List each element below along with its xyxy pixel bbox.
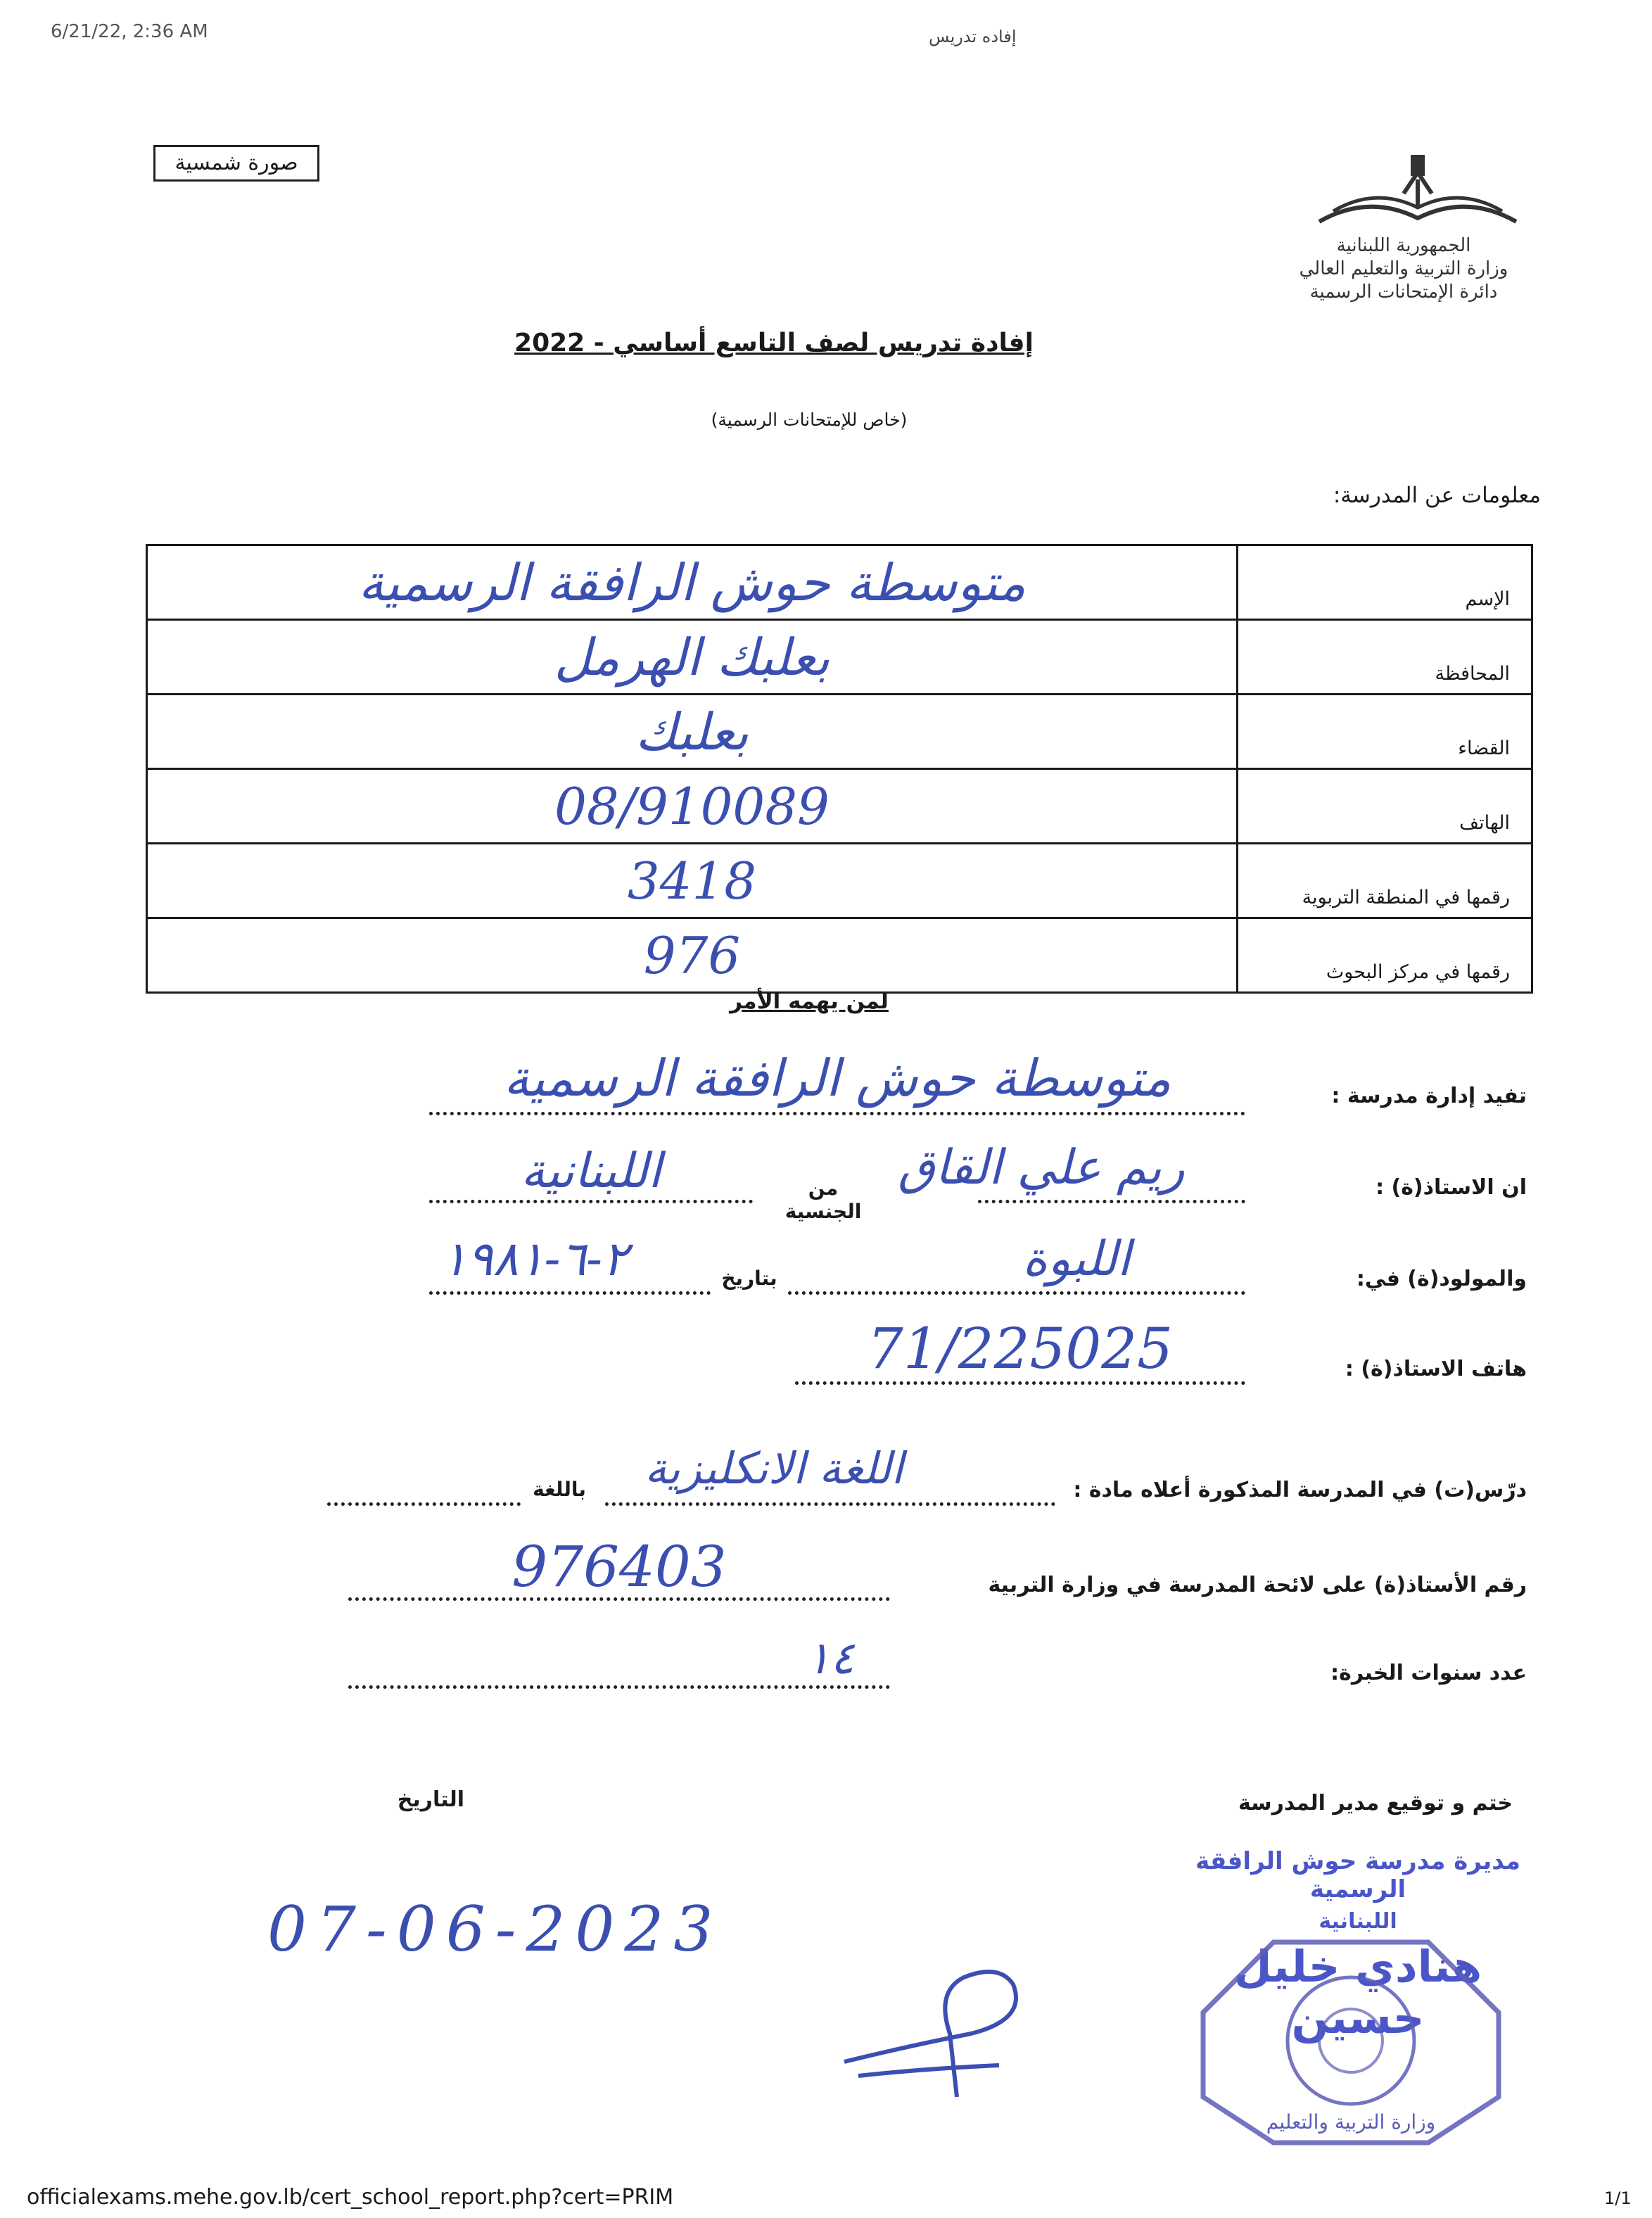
signature-icon [816,1949,1041,2104]
language-label: باللغة [533,1478,586,1501]
nationality-value: اللبنانية [521,1143,661,1199]
school-phone-value: 08/910089 [147,769,1238,844]
subject-line [605,1502,1055,1506]
teacher-value: ريم علي القاق [898,1140,1185,1196]
print-timestamp: 6/21/22, 2:36 AM [51,21,208,42]
date-label: التاريخ [397,1787,464,1812]
born-value: اللبوة [1022,1231,1131,1287]
table-row [147,844,1532,918]
school-admin-value: متوسطة حوش الرافقة الرسمية [503,1048,1171,1108]
governorate-value: بعلبك الهرمل [147,620,1238,695]
school-info-table [146,544,1533,994]
district-value: بعلبك [147,695,1238,769]
school-name-label: الإسم [1238,545,1532,620]
principal-name: هنادي خليل حسين [1233,1941,1482,2043]
experience-value: ١٤ [806,1633,855,1685]
ministry-block [1288,234,1520,304]
research-number-value: 976 [147,918,1238,993]
experience-label: عدد سنوات الخبرة: [1330,1661,1527,1685]
birth-date-label: بتاريخ [721,1267,777,1290]
born-label: والمولود(ة) في: [1356,1267,1527,1291]
photo-box [153,145,319,182]
page-number: 1/1 [1604,2188,1632,2208]
print-page-title: إفاده تدريس [929,27,1017,46]
date-value: 07-06-2023 [267,1893,723,1965]
school-admin-label: تفيد إدارة مدرسة : [1331,1084,1527,1108]
table-row [147,695,1532,769]
school-admin-line [429,1112,1245,1115]
ministry-line-2: وزارة التربية والتعليم العالي [1299,258,1508,279]
teacher-phone-label: هاتف الاستاذ(ة) : [1345,1357,1527,1381]
principal-stamp-label: ختم و توقيع مدير المدرسة [1238,1791,1513,1815]
table-row [147,620,1532,695]
region-number-value: 3418 [147,844,1238,918]
teacher-label: ان الاستاذ(ة) : [1375,1175,1527,1200]
nationality-label: من الجنسية [784,1177,862,1223]
research-number-label: رقمها في مركز البحوث [1238,918,1532,993]
official-seal-icon [1196,1935,1506,2146]
born-line [788,1291,1245,1295]
language-line [327,1502,521,1506]
photo-box-label: صورة شمسية [174,151,298,175]
subject-value: اللغة الانكليزية [644,1443,903,1494]
principal-title: مديرة مدرسة حوش الرافقة الرسمية [1195,1847,1520,1903]
school-phone-label: الهاتف [1238,769,1532,844]
birth-date-value: ٢-٦-١٩٨١ [441,1231,628,1287]
ministry-line-1: الجمهورية اللبنانية [1336,235,1471,256]
principal-subtitle: اللبنانية [1319,1909,1397,1934]
table-row [147,918,1532,993]
table-row [147,769,1532,844]
teacher-number-label: رقم الأستاذ(ة) على لائحة المدرسة في وزارة التربية [988,1573,1527,1597]
teacher-line [978,1200,1245,1203]
ministry-logo-icon [1305,151,1530,236]
school-info-heading: معلومات عن المدرسة: [1333,483,1541,508]
document-title: إفادة تدريس لصف التاسع أساسي - 2022 [514,329,1034,357]
seal-text: وزارة التربية والتعليم [1266,2110,1436,2134]
district-label: القضاء [1238,695,1532,769]
experience-line [348,1685,890,1689]
teacher-number-value: 976403 [512,1534,727,1599]
birth-date-line [429,1291,711,1295]
governorate-label: المحافظة [1238,620,1532,695]
school-name-value: متوسطة حوش الرافقة الرسمية [147,545,1238,620]
source-url: officialexams.mehe.gov.lb/cert_school_report.php?cert=PRIM [27,2185,674,2210]
concern-heading: لمن يهمه الأمر [730,989,889,1014]
teacher-phone-value: 71/225025 [867,1316,1174,1381]
region-number-label: رقمها في المنطقة التربوية [1238,844,1532,918]
nationality-line [429,1200,753,1203]
teacher-phone-line [795,1381,1245,1385]
table-row [147,545,1532,620]
ministry-line-3: دائرة الإمتحانات الرسمية [1309,281,1498,303]
subject-label: درّس(ت) في المدرسة المذكورة أعلاه مادة : [1073,1478,1527,1502]
document-subtitle: (خاص للإمتحانات الرسمية) [711,410,908,430]
